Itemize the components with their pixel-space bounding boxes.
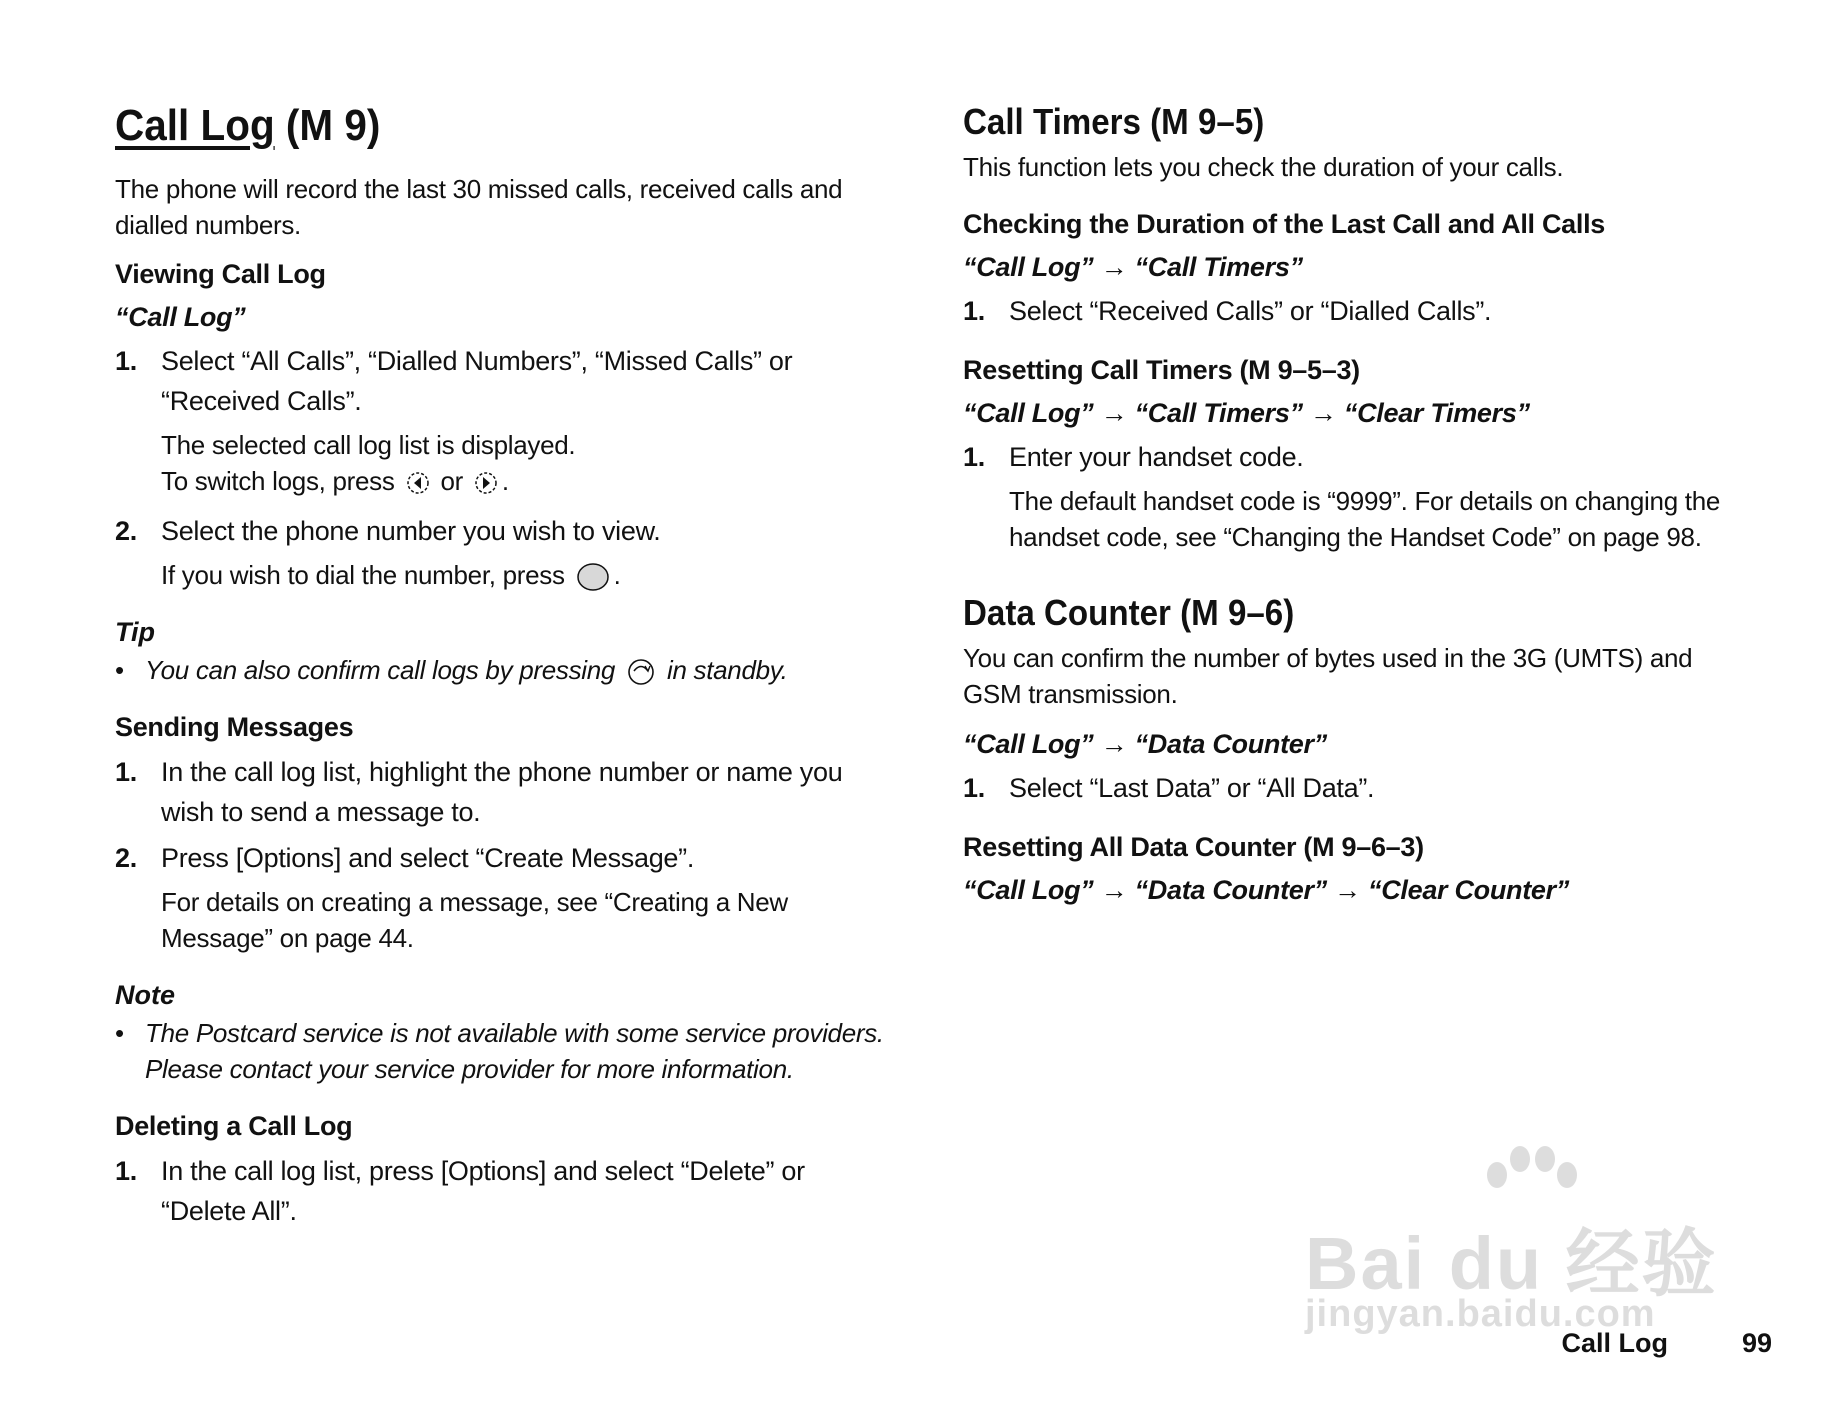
call-timers-title: Call Timers (M 9–5)	[963, 101, 1265, 142]
reset-timers-step-1	[963, 437, 1753, 477]
sending-step-1	[115, 752, 895, 832]
reset-timers-step-1-note: The default handset code is “9999”. For details on changing the handset code, see “Changing the Handset Code” on page 98.	[1009, 486, 1721, 553]
data-counter-title: Data Counter (M 9–6)	[963, 592, 1295, 634]
nav-left-key-icon	[406, 471, 430, 495]
step-text: Select the phone number you wish to view.	[161, 515, 661, 546]
reset-timers-heading: Resetting Call Timers (M 9–5–3)	[963, 355, 1360, 386]
note-text: .	[501, 465, 509, 496]
baidu-watermark	[1305, 1145, 1745, 1335]
note-line-1: The selected call log list is displayed.	[161, 429, 576, 460]
page-title-code: (M 9)	[274, 101, 381, 150]
intro-paragraph: The phone will record the last 30 missed calls, received calls and dialled numbers.	[115, 173, 843, 240]
tip-text-part: in standby.	[666, 654, 788, 685]
step-number: 2.	[115, 842, 137, 873]
note-line-2	[161, 463, 895, 499]
step-text: Press [Options] and select “Create Message”.	[161, 842, 695, 873]
step-text: In the call log list, highlight the phone number or name you wish to send a message to.	[161, 756, 843, 827]
step-text: Select “All Calls”, “Dialled Numbers”, “Missed Calls” or “Received Calls”.	[161, 345, 793, 416]
note-bullet	[115, 1015, 895, 1087]
step-number: 1.	[963, 442, 985, 473]
nav-right-key-icon	[474, 471, 498, 495]
step-text: Enter your handset code.	[1009, 442, 1304, 473]
note-text: If you wish to dial the number, press	[161, 559, 565, 590]
step-number: 1.	[115, 756, 137, 787]
step-number: 2.	[115, 515, 137, 546]
viewing-step-1-note	[161, 427, 895, 499]
call-timers-intro: This function lets you check the duration of your calls.	[963, 152, 1564, 183]
page-footer	[1561, 1328, 1772, 1359]
note-heading: Note	[115, 979, 175, 1010]
reset-data-heading: Resetting All Data Counter (M 9–6–3)	[963, 832, 1424, 863]
page-title-main: Call Log	[115, 101, 275, 150]
page-title	[115, 100, 833, 153]
step-number: 1.	[115, 345, 137, 376]
tip-text	[145, 652, 895, 688]
step-number: 1.	[115, 1155, 137, 1186]
watermark-logo-text: Bai du 经验	[1305, 1222, 1718, 1305]
step-number: 1.	[963, 296, 985, 327]
reset-data-path: “Call Log” → “Data Counter” → “Clear Counter”	[963, 875, 1570, 906]
bullet-dot: •	[115, 1017, 124, 1048]
viewing-step-1	[115, 341, 895, 421]
data-counter-step-1	[963, 768, 1753, 808]
tip-bullet	[115, 652, 895, 688]
viewing-path: “Call Log”	[115, 301, 246, 332]
check-duration-step-1	[963, 291, 1753, 331]
deleting-step-1	[115, 1151, 895, 1231]
data-counter-path: “Call Log” → “Data Counter”	[963, 729, 1327, 760]
check-duration-path: “Call Log” → “Call Timers”	[963, 252, 1303, 283]
step-number: 1.	[963, 773, 985, 804]
data-counter-intro: You can confirm the number of bytes used in the 3G (UMTS) and GSM transmission.	[963, 643, 1693, 710]
sending-step-2	[115, 838, 895, 878]
viewing-step-2-note	[161, 557, 895, 593]
bullet-dot: •	[115, 654, 124, 685]
step-text: Select “Received Calls” or “Dialled Calls”.	[1009, 296, 1492, 327]
sending-step-2-note: For details on creating a message, see “Creating a New Message” on page 44.	[161, 886, 788, 953]
reset-timers-path: “Call Log” → “Call Timers” → “Clear Timers”	[963, 398, 1530, 429]
tip-heading: Tip	[115, 616, 155, 647]
call-key-icon	[576, 562, 610, 592]
check-duration-heading: Checking the Duration of the Last Call and All Calls	[963, 209, 1605, 240]
viewing-heading: Viewing Call Log	[115, 258, 326, 289]
step-text: Select “Last Data” or “All Data”.	[1009, 773, 1375, 804]
sending-heading: Sending Messages	[115, 711, 354, 742]
right-column	[963, 100, 1753, 914]
deleting-heading: Deleting a Call Log	[115, 1110, 353, 1141]
note-text: or	[440, 465, 463, 496]
watermark-url: jingyan.baidu.com	[1305, 1293, 1656, 1335]
footer-section-name: Call Log	[1561, 1328, 1668, 1358]
left-column	[115, 100, 895, 1237]
page-number: 99	[1741, 1328, 1772, 1358]
tip-text-part: You can also confirm call logs by pressing	[145, 654, 616, 685]
step-text: In the call log list, press [Options] and select “Delete” or “Delete All”.	[161, 1155, 805, 1226]
note-text: To switch logs, press	[161, 465, 395, 496]
note-text: The Postcard service is not available with some service providers. Please contact your service provider for more information.	[145, 1017, 884, 1084]
viewing-step-2	[115, 511, 895, 551]
note-text: .	[613, 559, 621, 590]
soft-key-icon	[626, 657, 656, 687]
